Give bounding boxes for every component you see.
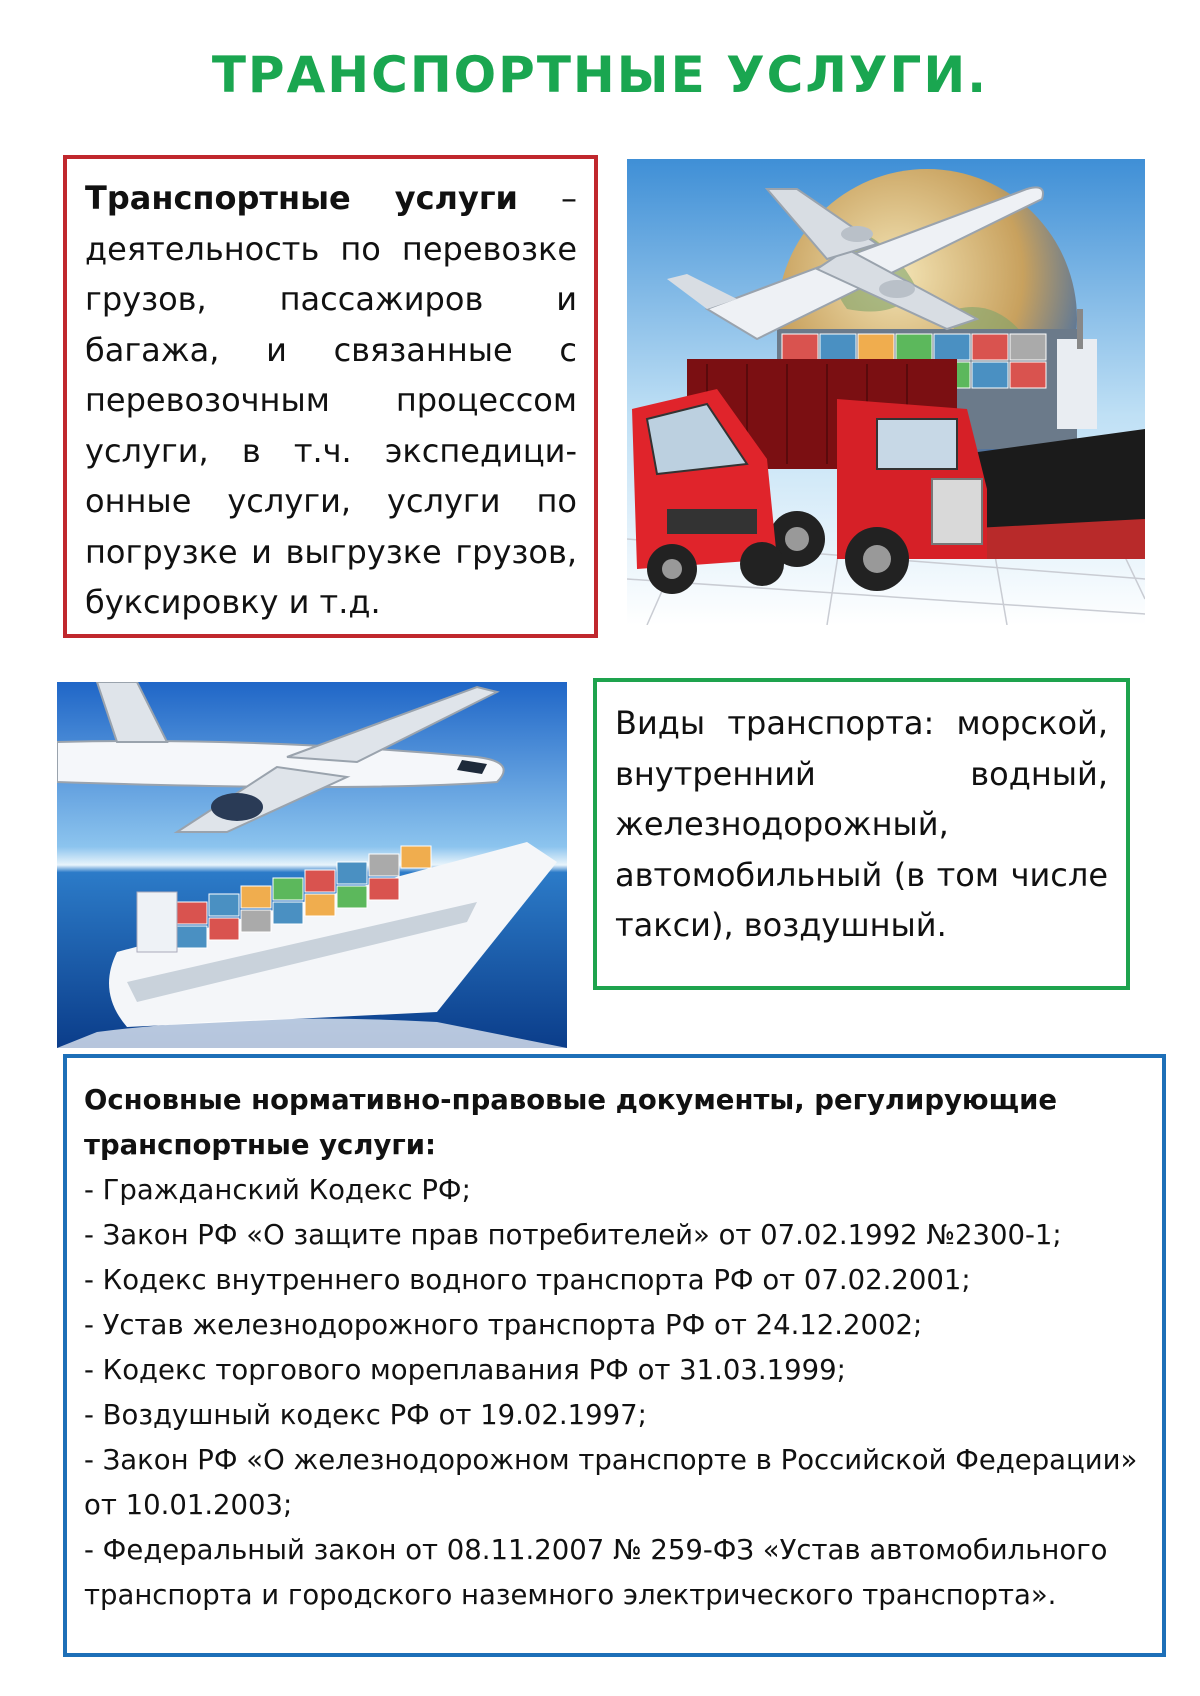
document-item: - Федеральный закон от 08.11.2007 № 259-ФЗ «Устав автомобильного транспорта и городского наземного электрического транспорта». (84, 1534, 1108, 1611)
documents-box (63, 1054, 1166, 1657)
definition-text: – деятельность по перевозке грузов, пассажиров и багажа, и связанные с перевозочным процессом услуги, в т.ч. экспедици-онные услуги, услуги по погрузке и выгрузке грузов, буксировку и т.д. (85, 179, 577, 621)
document-item: - Кодекс внутреннего водного транспорта РФ от 07.02.2001; (84, 1264, 971, 1296)
document-item: - Кодекс торгового мореплавания РФ от 31.03.1999; (84, 1354, 846, 1386)
document-item: - Гражданский Кодекс РФ; (84, 1174, 471, 1206)
cargo-transport-illustration (627, 159, 1145, 625)
documents-heading: Основные нормативно-правовые документы, регулирующие транспортные услуги: (84, 1084, 1057, 1161)
definition-box (63, 155, 598, 638)
document-item: - Закон РФ «О железнодорожном транспорте в Российской Федерации» от 10.01.2003; (84, 1444, 1138, 1521)
page-title: ТРАНСПОРТНЫЕ УСЛУГИ. (211, 46, 989, 104)
transport-kinds-text: Виды транспорта: морской, внутренний водный, железнодорожный, автомобильный (в том числе такси), воздушный. (615, 704, 1108, 944)
definition-term: Транспортные услуги (85, 179, 518, 217)
transport-kinds-box (593, 678, 1130, 990)
document-item: - Воздушный кодекс РФ от 19.02.1997; (84, 1399, 647, 1431)
document-item: - Закон РФ «О защите прав потребителей» от 07.02.1992 №2300-1; (84, 1219, 1062, 1251)
document-item: - Устав железнодорожного транспорта РФ от 24.12.2002; (84, 1309, 923, 1341)
plane-and-ship-illustration (57, 682, 567, 1048)
